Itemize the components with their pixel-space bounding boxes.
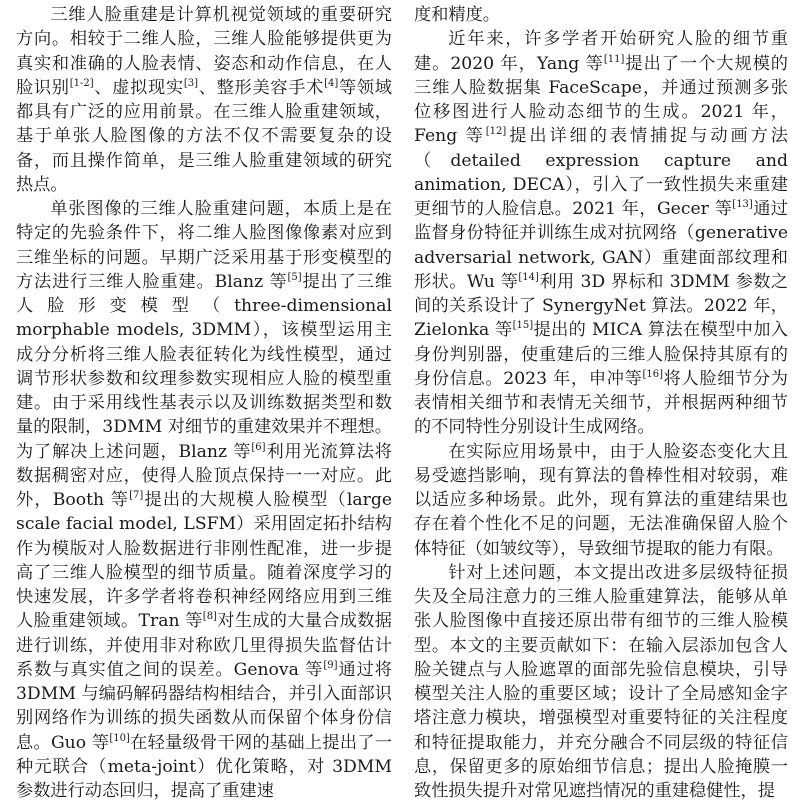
text-run: 、虚拟现实 [93,77,184,98]
citation-ref: [6] [251,441,266,453]
citation-ref: [7] [129,490,144,501]
text-run: 提出的 MICA 算法在模型中加入身份判别器，使重建后的三维人脸保持其原有的身份信息。2023 年，申冲等 [414,320,788,389]
citation-ref: [11] [603,53,625,65]
text-run: 近年来，许多学者开始研究人脸的细节重建。2020 年，Yang 等 [414,29,788,74]
body-paragraph [414,27,788,439]
text-run: 通过监督身份特征并训练生成对抗网络（generative adversarial network, GAN）重建面部纹理和形状。Wu 等 [414,199,788,292]
citation-ref: [12] [485,126,507,138]
citation-ref: [15] [512,320,534,332]
citation-ref: [13] [732,199,753,210]
citation-ref: [4] [324,77,339,89]
text-run: 将人脸细节分为表情相关细节和表情无关细节，并根据两种细节的不同特性分别设计生成网络。 [414,368,788,438]
text-run: 提出详细的表情捕捉与动画方法（detailed expression capture and animation, DECA），引入了一致性损失来重建更细节的人脸信息。2021 年，Gecer 等 [414,126,788,219]
text-run: 提出了一个大规模的三维人脸数据集 FaceScape，并通过预测多张位移图进行人脸动态细节的生成。2021 年，Feng 等 [414,53,788,147]
citation-ref: [8] [202,611,217,623]
body-paragraph [16,197,392,803]
text-run: 度和精度。 [414,5,500,25]
text-run: 提出了三维人脸形变模型（three-dimensional morphable models, 3DMM），该模型运用主成分分析将三维人脸表征转化为线性模型，通过调节形状参数和纹理参数实现相应人脸的模型重建。由于采用线性基表示以及训练数据类型和数量的限制，3DMM 对细节的重建效果并不理想。为了解决上述问题，Blanz 等 [16,271,392,462]
citation-ref: [9] [323,659,338,671]
body-paragraph [16,3,392,197]
text-run: 三维人脸重建是计算机视觉领域的重要研究方向。相较于二维人脸，三维人脸能够提供更为真实和准确的人脸表情、姿态和动作信息，在人脸识别 [16,5,392,98]
text-run: 通过将 3DMM 与编码解码器结构相结合，并引入面部识别网络作为训练的损失函数从而保留个体身份信息。Guo 等 [16,659,392,753]
text-run: 单张图像的三维人脸重建问题，本质上是在特定的先验条件下，将二维人脸图像像素对应到三维坐标的问题。早期广泛采用基于形变模型的方法进行三维人脸重建。Blanz 等 [16,199,392,292]
citation-ref: [5] [287,271,302,283]
text-run: 利用光流算法将数据稠密对应，使得人脸顶点保持一一对应。此外，Booth 等 [16,441,392,510]
text-run: 、整形美容手术 [198,77,325,98]
text-run: 提出的大规模人脸模型（large scale facial model, LSFM）采用固定拓扑结构作为模版对人脸数据进行非刚性配准，进一步提高了三维人脸模型的细节质量。随着深度学习的快速发展，许多学者将卷积神经网络应用到三维人脸重建领域。Tran 等 [16,490,392,632]
citation-ref: [3] [183,77,199,89]
citation-ref: [14] [518,271,539,283]
text-run: 在轻量级骨干网的基础上提出了一种元联合（meta-joint）优化策略，对 3DMM 参数进行动态回归，提高了重建速 [16,732,392,801]
right-column [414,3,788,803]
text-run: 对生成的大量合成数据进行训练，并使用非对称欧几里得损失监督估计系数与真实值之间的误差。Genova 等 [16,611,392,680]
text-run: 等领域都具有广泛的应用前景。在三维人脸重建领域，基于单张人脸图像的方法不仅不需要复杂的设备，而且操作简单，是三维人脸重建领域的研究热点。 [16,77,392,195]
body-paragraph [414,561,788,804]
left-column [16,3,392,803]
body-paragraph [414,3,788,27]
citation-ref: [16] [642,368,663,380]
citation-ref: [1-2] [69,77,94,89]
text-run: 利用 3D 界标和 3DMM 参数之间的关系设计了 SynergyNet 算法。2022 年，Zielonka 等 [414,271,789,341]
text-run: 针对上述问题，本文提出改进多层级特征损失及全局注意力的三维人脸重建算法，能够从单张人脸图像中直接还原出带有细节的三维人脸模型。本文的主要贡献如下：在输入层添加包含人脸关键点与人脸遮罩的面部先验信息模块，引导模型关注人脸的重要区域；设计了全局感知金字塔注意力模块，增强模型对重要特征的关注程度和特征提取能力，并充分融合不同层级的特征信息，保留更多的原始细节信息；提出人脸掩膜一致性损失提升对常见遮挡情况的重建稳健性，提 [414,562,788,801]
text-run: 在实际应用场景中，由于人脸姿态变化大且易受遮挡影响，现有算法的鲁棒性相对较弱，难以适应多种场景。此外，现有算法的重建结果也存在着个性化不足的问题，无法准确保留人脸个体特征（如皱纹等），导致细节提取的能力有限。 [414,441,788,559]
body-paragraph [414,440,788,561]
citation-ref: [10] [109,732,130,744]
